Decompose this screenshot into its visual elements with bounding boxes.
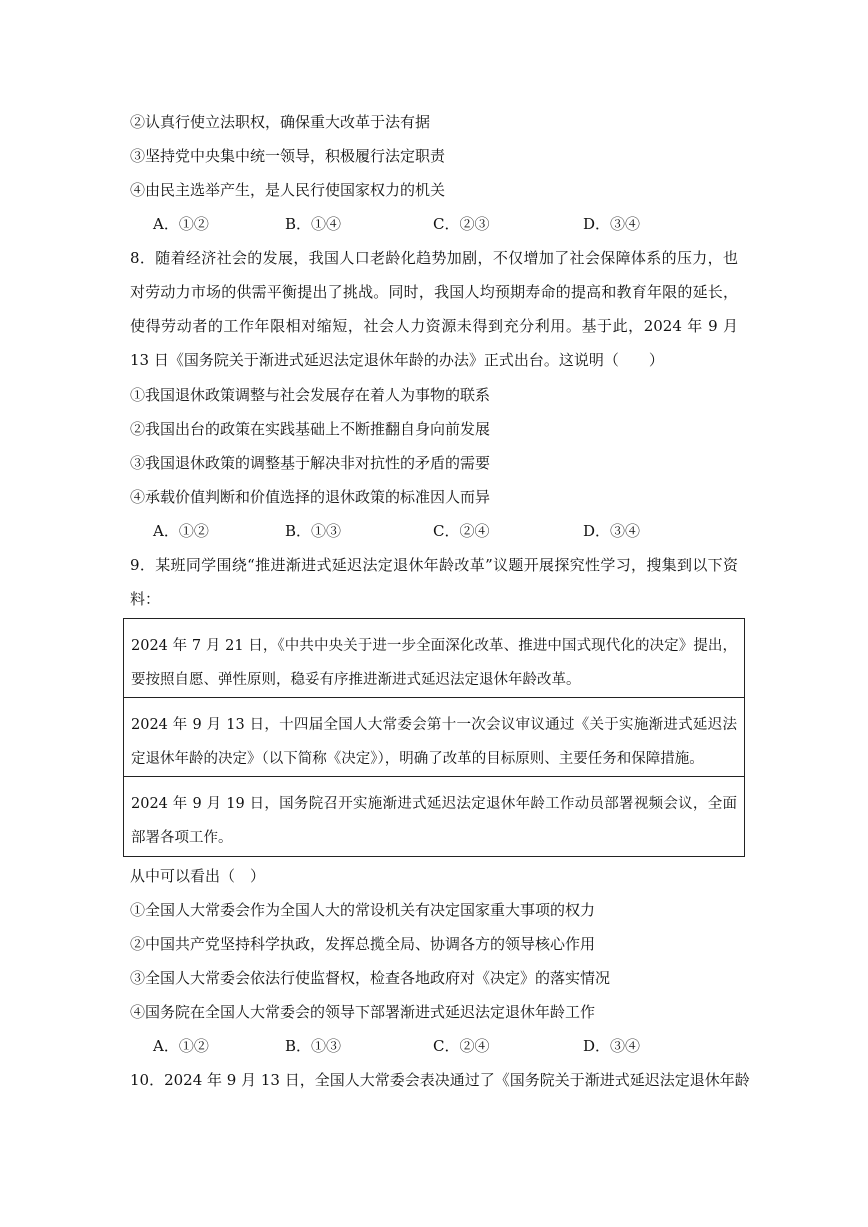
- q7-option-d: D．③④: [583, 215, 641, 233]
- q9-statement-2: ②中国共产党坚持科学执政，发挥总揽全局、协调各方的领导核心作用: [130, 935, 596, 953]
- q7-statement-3: ③坚持党中央集中统一领导，积极履行法定职责: [130, 147, 446, 165]
- q7-option-c: C．②③: [433, 215, 490, 233]
- q8-option-a: A．①②: [153, 522, 209, 540]
- q9-option-b: B．①③: [285, 1037, 342, 1055]
- q9-stem: 9．某班同学围绕“推进渐进式延迟法定退休年龄改革”议题开展探究性学习，搜集到以下资料：: [130, 556, 738, 608]
- q9-option-d: D．③④: [583, 1037, 641, 1055]
- q9-statement-4: ④国务院在全国人大常委会的领导下部署渐进式延迟法定退休年龄工作: [130, 1003, 596, 1021]
- q8-option-d: D．③④: [583, 522, 641, 540]
- q10-stem: 10．2024 年 9 月 13 日，全国人大常委会表决通过了《国务院关于渐进式延迟法定退休年龄: [130, 1071, 750, 1089]
- q8-stem: 8．随着经济社会的发展，我国人口老龄化趋势加剧，不仅增加了社会保障体系的压力，也对劳动力市场的供需平衡提出了挑战。同时，我国人均预期寿命的提高和教育年限的延长，使得劳动者的工作年限相对缩短，社会人力资源未得到充分利用。基于此，2024 年 9 月 13 日《国务院关于渐进式延迟法定退休年龄的办法》正式出台。这说明（ ）: [130, 249, 738, 369]
- q9-material-1: 2024 年 7 月 21 日，《中共中央关于进一步全面深化改革、推进中国式现代化的决定》提出，要按照自愿、弹性原则，稳妥有序推进渐进式延迟法定退休年龄改革。: [124, 619, 744, 698]
- q7-option-a: A．①②: [153, 215, 209, 233]
- q7-options: [153, 214, 673, 234]
- q8-statement-3: ③我国退休政策的调整基于解决非对抗性的矛盾的需要: [130, 454, 491, 472]
- q7-statement-4: ④由民主选举产生，是人民行使国家权力的机关: [130, 181, 446, 199]
- q9-options: [153, 1036, 673, 1056]
- q9-statement-1: ①全国人大常委会作为全国人大的常设机关有决定国家重大事项的权力: [130, 901, 596, 919]
- q8-options: [153, 521, 673, 541]
- q9-option-a: A．①②: [153, 1037, 209, 1055]
- q8-option-c: C．②④: [433, 522, 490, 540]
- q8-statement-2: ②我国出台的政策在实践基础上不断推翻自身向前发展: [130, 420, 491, 438]
- q9-material-2: 2024 年 9 月 13 日，十四届全国人大常委会第十一次会议审议通过《关于实施渐进式延迟法定退休年龄的决定》（以下简称《决定》），明确了改革的目标原则、主要任务和保障措施。: [124, 698, 744, 777]
- q8-statement-4: ④承载价值判断和价值选择的退休政策的标准因人而异: [130, 488, 491, 506]
- q8-option-b: B．①③: [285, 522, 342, 540]
- q9-statement-3: ③全国人大常委会依法行使监督权，检查各地政府对《决定》的落实情况: [130, 969, 611, 987]
- q7-statement-2: ②认真行使立法职权，确保重大改革于法有据: [130, 113, 431, 131]
- q7-option-b: B．①④: [285, 215, 342, 233]
- q9-material-3: 2024 年 9 月 19 日，国务院召开实施渐进式延迟法定退休年龄工作动员部署视频会议，全面部署各项工作。: [131, 796, 737, 846]
- q9-materials-table: [123, 618, 745, 857]
- q9-question: 从中可以看出（ ）: [130, 867, 266, 885]
- q8-statement-1: ①我国退休政策调整与社会发展存在着人为事物的联系: [130, 386, 491, 404]
- q9-option-c: C．②④: [433, 1037, 490, 1055]
